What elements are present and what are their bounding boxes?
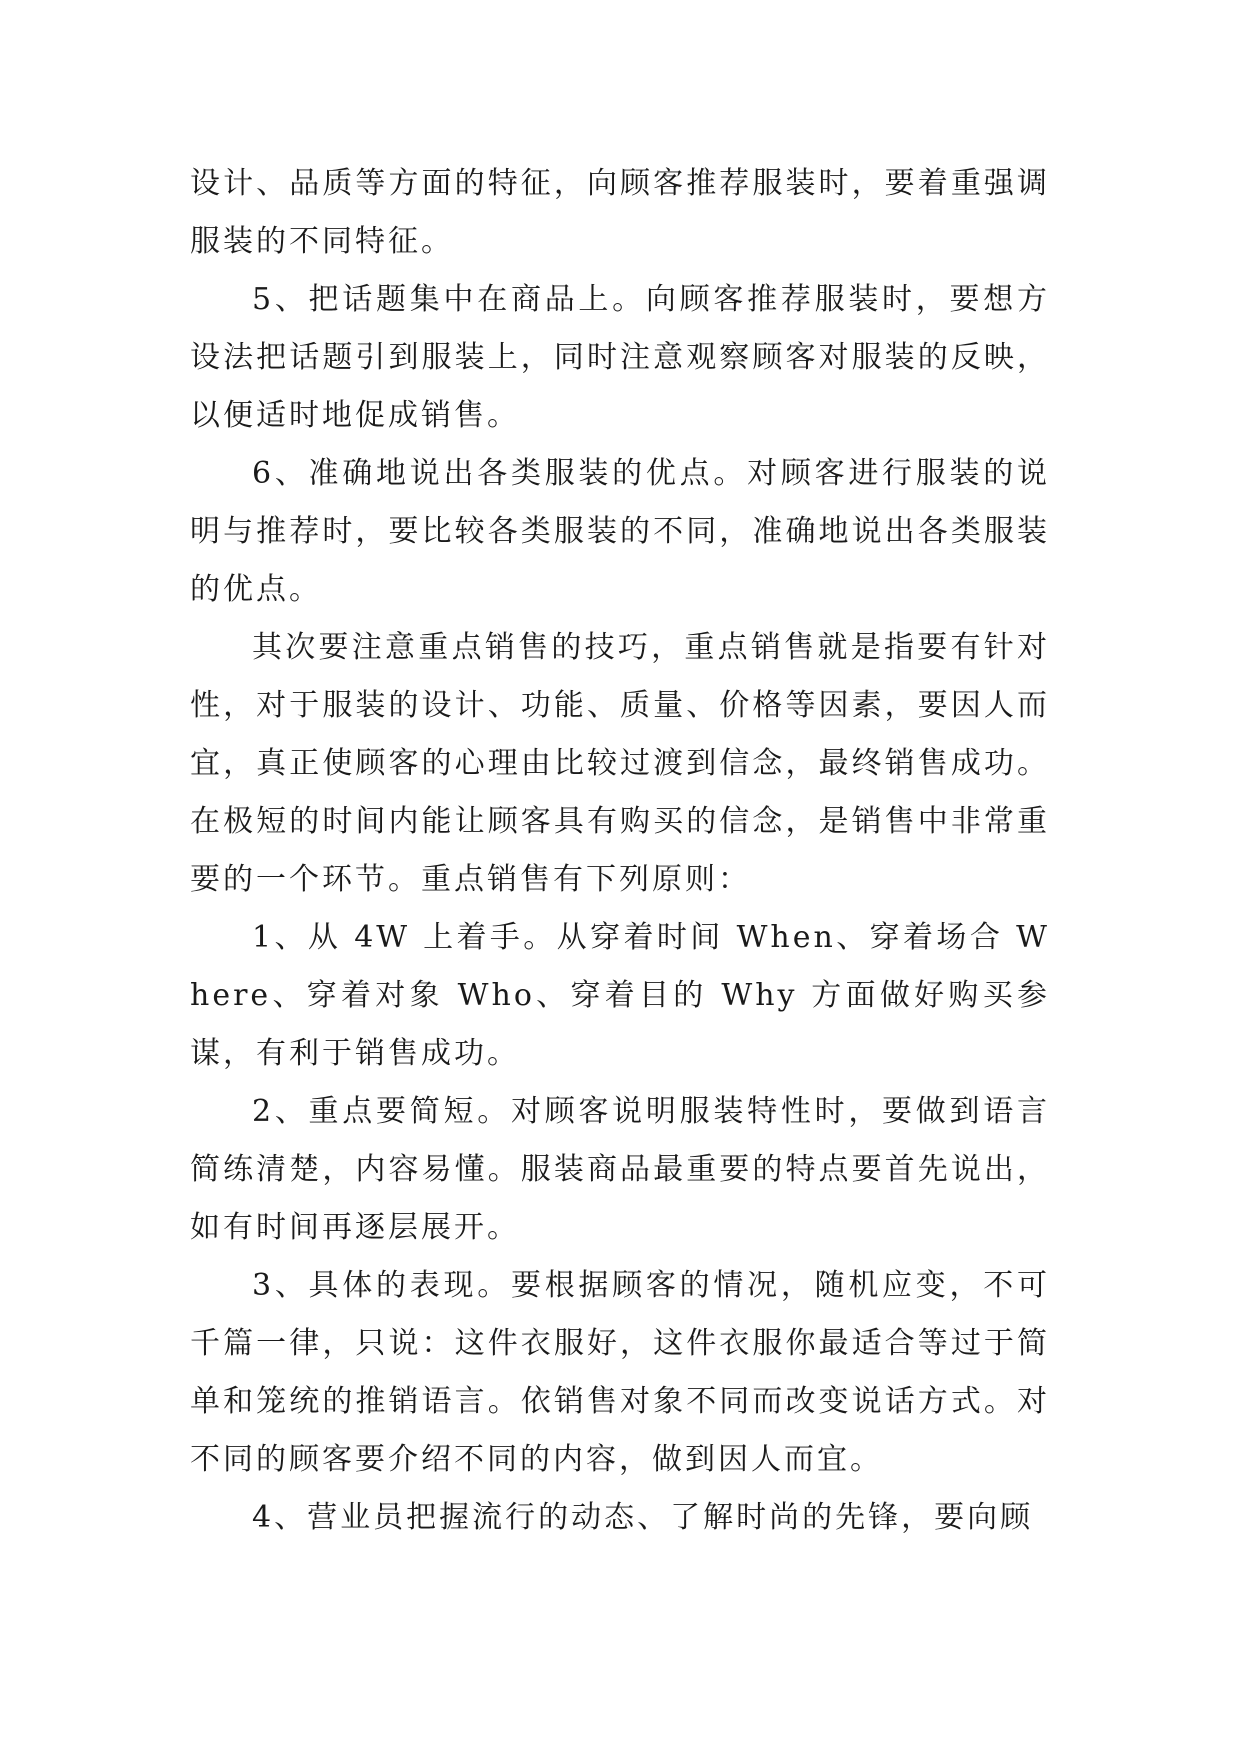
paragraph-principle-2: 2、重点要简短。对顾客说明服装特性时，要做到语言简练清楚，内容易懂。服装商品最重要的特点要首先说出，如有时间再逐层展开。 [190, 1094, 1050, 1245]
paragraph-principle-3: 3、具体的表现。要根据顾客的情况，随机应变，不可千篇一律，只说：这件衣服好，这件衣服你最适合等过于简单和笼统的推销语言。依销售对象不同而改变说话方式。对不同的顾客要介绍不同的内容，做到因人而宜。 [190, 1268, 1050, 1477]
paragraph-point-6: 6、准确地说出各类服装的优点。对顾客进行服装的说明与推荐时，要比较各类服装的不同，准确地说出各类服装的优点。 [190, 456, 1050, 607]
document-body [190, 155, 1050, 1547]
paragraph-point-5: 5、把话题集中在商品上。向顾客推荐服装时，要想方设法把话题引到服装上，同时注意观察顾客对服装的反映，以便适时地促成销售。 [190, 282, 1050, 433]
paragraph-principle-1: 1、从 4W 上着手。从穿着时间 When、穿着场合 Where、穿着对象 Who、穿着目的 Why 方面做好购买参谋，有利于销售成功。 [190, 920, 1050, 1071]
paragraph-key-selling: 其次要注意重点销售的技巧，重点销售就是指要有针对性，对于服装的设计、功能、质量、价格等因素，要因人而宜，真正使顾客的心理由比较过渡到信念，最终销售成功。在极短的时间内能让顾客具有购买的信念，是销售中非常重要的一个环节。重点销售有下列原则： [190, 630, 1050, 897]
paragraph-continuation: 设计、品质等方面的特征，向顾客推荐服装时，要着重强调服装的不同特征。 [190, 166, 1050, 259]
paragraph-principle-4: 4、营业员把握流行的动态、了解时尚的先锋，要向顾 [252, 1500, 1034, 1535]
